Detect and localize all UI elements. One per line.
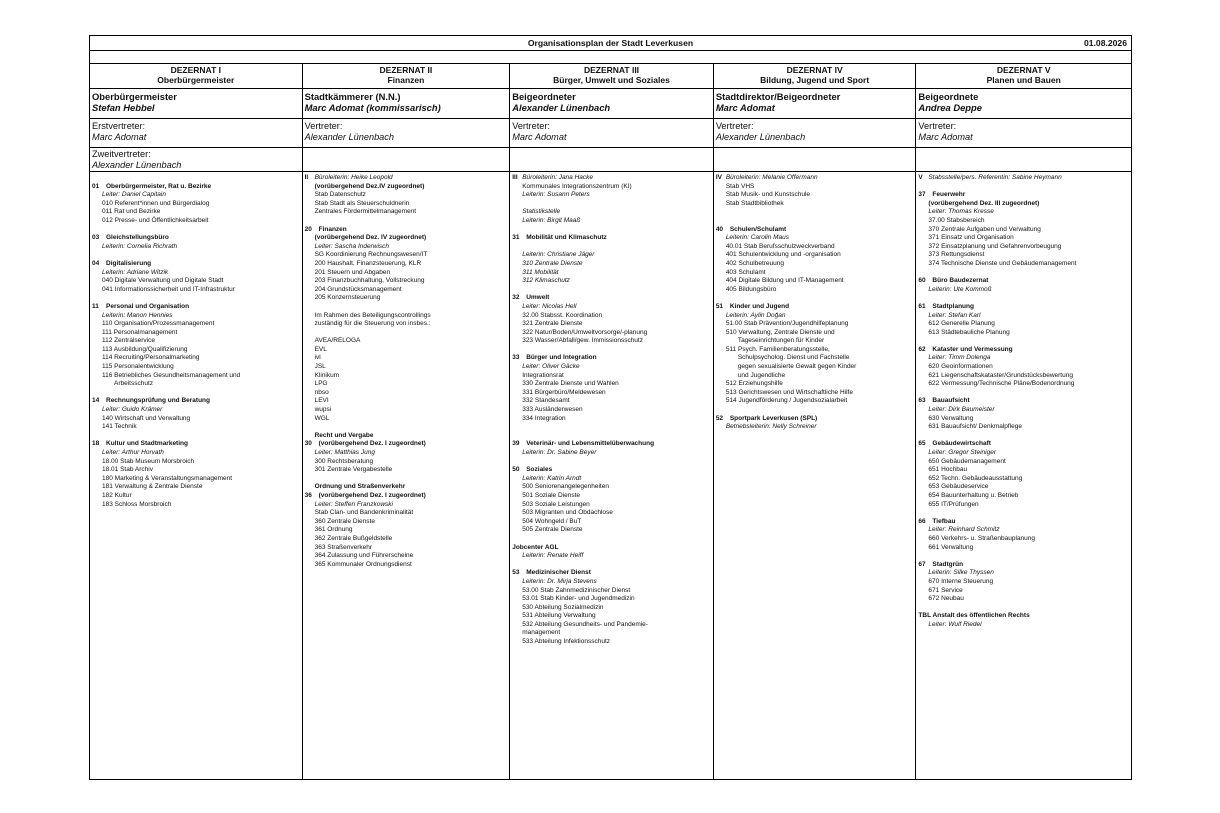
dezernat-2-units [303,172,511,779]
chief-role: Oberbürgermeister [92,91,177,102]
subunit: 330 Zentrale Dienste und Wahlen [522,380,619,388]
unit-leader: Leiter: Steffen Franzkowski [314,500,393,508]
subunit: 652 Techn. Gebäudeausstattung [928,474,1023,482]
subunit: 533 Abteilung Infektionsschutz [522,638,611,646]
subunit: 365 Kommunaler Ordnungsdienst [314,560,412,568]
subunit: 670 Interne Steuerung [928,577,994,585]
subunit: 51.00 Stab Prävention/Jugendhilfeplanung [725,320,849,328]
chief-name: Marc Adomat [715,102,775,113]
unit-heading: 65 Gebäudewirtschaft [918,440,991,448]
subunit: 531 Abteilung Verwaltung [522,612,596,620]
subunit: 361 Ordnung [314,526,353,534]
dezernat-3-units [510,172,714,779]
deputy-name: Marc Adomat [512,132,567,142]
deputy-cell [303,119,511,147]
subunit: 612 Generelle Planung [928,320,995,328]
subunit-continued: gegen sexualisierte Gewalt gegen Kinder [737,363,857,371]
unit-leader: Leiter: Matthias Jung [314,449,375,456]
subunit: 620 Geoinformationen [928,363,993,371]
unit-heading: 40 Schulen/Schulamt [715,225,787,233]
unit-leader: Leiterin: Dr. Mirja Stevens [522,577,597,585]
subunit: 140 Wirtschaft und Verwaltung [102,414,191,422]
unit-leader: Leiter: Arthur Horvath [102,449,164,456]
second-deputy-row [90,148,1131,172]
subunit: 32.00 Stabsst. Koordination [522,311,603,319]
unit-heading: 14 Rechnungsprüfung und Beratung [92,397,210,405]
dezernat-5-header [916,64,1131,88]
subunit: 111 Personalmanagement [102,328,178,336]
unit-leader: Leiter: Gregor Steiniger [928,449,996,456]
empty-cell [916,148,1131,171]
unit-heading: 52 Sportpark Leverkusen (SPL) [715,414,818,422]
unit-leader: Leiterin: Christiane Jäger [522,251,595,259]
deputy-cell [510,119,714,147]
subunit: 332 Standesamt [522,397,570,405]
subunit: 180 Marketing & Veranstaltungsmanagement [102,474,233,482]
subunit: 321 Zentrale Dienste [522,320,583,328]
office-line: III Büroleiterin: Jana Hacke [512,174,594,181]
chief-cell [714,89,917,118]
dezernat-area: Finanzen [387,75,425,85]
subunit: 514 Jugendförderung / Jugendsozialarbeit [725,397,848,405]
subunit: 405 Bildungsbüro [725,285,777,293]
deputy-cell [90,119,303,147]
dezernat-name: DEZERNAT V [996,65,1051,75]
company: LPG [314,380,328,388]
temp-assignment: (vorübergehend Dez. III zugeordnet) [928,199,1040,207]
subunit: 331 Bürgerbüro/Meldewesen [522,388,606,396]
subunit: 310 Zentrale Dienste [522,259,583,267]
staff-unit: Kommunales Integrationszentrum (KI) [522,182,632,190]
empty-cell [714,148,917,171]
subunit: 362 Zentrale Bußgeldstelle [314,534,393,542]
company: AVEA/RELOGA [314,337,361,345]
document-header [90,36,1131,51]
unit-leader: Leiterin: Dr. Sabine Beyer [522,449,597,456]
subunit: 510 Verwaltung, Zentrale Dienste und [725,328,835,336]
unit-leader: Leiter: Dirk Baumeister [928,406,995,414]
subunit: 672 Neubau [928,595,964,603]
unit-heading: 66 Tiefbau [918,517,956,525]
company: wupsi [314,406,332,414]
unit-heading: 39 Veterinär- und Lebensmittelüberwachung [512,440,655,448]
deputy-row [90,119,1131,148]
subunit: 010 Referent*innen und Bürgerdialog [102,199,210,207]
subunit: 360 Zentrale Dienste [314,517,375,525]
staff-unit: Stab VHS [725,182,755,190]
subunit: 012 Presse- und Öffentlichkeitsarbeit [102,216,209,224]
subunit: SG Koordinierung Rechnungswesen/IT [314,251,428,259]
subunit-continued: und Jugendliche [737,371,786,379]
subunit: 631 Bauaufsicht/ Denkmalpflege [928,423,1023,431]
deputy-name: Alexander Lünenbach [304,132,394,142]
subunit: Integrationsrat [522,371,564,379]
company: ivl [314,354,321,362]
unit-leader: Leiterin: Carolin Maus [725,234,790,242]
subunit: 403 Schulamt [725,268,766,276]
subunit: 671 Service [928,586,963,594]
unit-leader: Leiter: Sascha Inderwisch [314,242,390,250]
chief-row [90,89,1131,119]
unit-leader: Leiter: Wulf Riedel [928,620,982,628]
unit-heading: 11 Personal und Organisation [92,302,190,310]
staff-unit: Zentrales Fördermittelmanagement [314,208,417,216]
subunit: 504 Wohngeld / BuT [522,517,582,525]
unit-leader: Leiter: Nicolas Hell [522,302,577,310]
dezernat-area: Bürger, Umwelt und Soziales [553,75,670,85]
subunit: 141 Technik [102,423,137,431]
subunit: 205 Konzernsteuerung [314,294,381,302]
subunit: 511 Psych. Familienberatungsstelle, [725,345,830,353]
subunit: 300 Rechtsberatung [314,457,374,465]
unit-heading: 53 Medizinischer Dienst [512,569,591,577]
subunit: 373 Rettungsdienst [928,251,985,259]
subunit: 113 Ausbildung/Qualifizierung [102,345,188,353]
second-deputy-cell [90,148,303,171]
chief-cell [510,89,714,118]
dezernat-name: DEZERNAT III [583,65,640,75]
deputy-name: Alexander Lünenbach [715,132,806,142]
subunit: 505 Zentrale Dienste [522,526,583,534]
subunit: 363 Straßenverkehr [314,543,373,551]
unit-leader: Leiter: Daniel Capitain [102,191,166,199]
subunit: 374 Technische Dienste und Gebäudemanagement [928,259,1077,267]
subunit: 661 Verwaltung [928,543,974,551]
unit-leader: Leiterin: Silke Thyssen [928,569,994,577]
dezernat-area: Planen und Bauen [986,75,1061,85]
deputy-cell [916,119,1131,147]
chief-name: Andrea Deppe [918,102,982,113]
company: EVL [314,345,327,353]
unit-heading: TBL Anstalt des öffentlichen Rechts [918,612,1030,620]
subunit: 613 Städtebauliche Planung [928,328,1010,336]
unit-heading: Recht und Vergabe [314,431,374,439]
temp-assignment: (vorübergehend Dez.IV zugeordnet) [314,182,425,190]
header-spacer [90,51,1131,64]
subunit: 37.00 Stabsbereich [928,216,985,224]
subunit: 312 Klimaschutz [522,277,570,285]
unit-heading: Jobcenter AGL [512,543,559,551]
second-deputy-name: Alexander Lünenbach [92,160,182,170]
dezernat-name: DEZERNAT IV [786,65,843,75]
subunit: 114 Recruiting/Personalmarketing [102,354,200,362]
unit-heading: 60 Büro Baudezernat [918,277,989,285]
dezernat-name: DEZERNAT I [170,65,221,75]
dezernat-header-row [90,64,1131,89]
staff-unit: Stab Stadtbibliothek [725,199,784,207]
unit-leader: Leiterin: Susann Peters [522,191,590,199]
subunit: 513 Gerichtswesen und Wirtschaftliche Hilfe [725,388,853,396]
subunit: 322 Natur/Boden/Umweltvorsorge/-planung [522,328,648,336]
office-line: IV Büroleiterin: Melanie Offermann [715,174,818,181]
unit-heading: 03 Gleichstellungsbüro [92,234,169,242]
chief-name: Stefan Hebbel [92,102,155,113]
unit-leader: Leiter: Timm Dolenga [928,354,991,362]
unit-leader: Leiterin: Birgit Maaß [522,216,581,224]
subunit: 041 Informationssicherheit und IT-Infrastruktur [102,285,235,293]
subunit: 370 Zentrale Aufgaben und Verwaltung [928,225,1041,233]
deputy-label: Vertreter: [715,121,754,131]
subunit: 181 Verwaltung & Zentrale Dienste [102,483,203,491]
subunit: 110 Organisation/Prozessmanagement [102,320,215,328]
unit-leader: Leiter: Guido Krämer [102,406,163,414]
unit-leader: Leiterin: Cornelia Richrath [102,242,178,250]
dezernat-4-units [714,172,917,779]
subunit: 334 Integration [522,414,566,422]
subunit-continued: Schulpsycholog. Dienst und Fachstelle [737,354,850,362]
subunit: 512 Erziehungshilfe [725,380,783,388]
subunit: 203 Finanzbuchhaltung, Vollstreckung [314,277,425,285]
subunit: 301 Zentrale Vergabestelle [314,466,393,474]
deputy-name: Marc Adomat [92,132,147,142]
deputy-label: Erstvertreter: [92,121,146,131]
dezernat-1-header [90,64,303,88]
subunit: 201 Steuern und Abgaben [314,268,391,276]
company: LEVI [314,397,329,405]
subunit: Stab Clan- und Bandenkriminalität [314,509,414,517]
unit-leader: Leiter: Thomas Kresse [928,208,994,216]
company: Klinikum [314,371,340,379]
unit-heading: 31 Mobilität und Klimaschutz [512,234,607,242]
subunit: 401 Schulentwicklung und -organisation [725,251,841,259]
unit-heading: 20 Finanzen [304,225,347,233]
unit-heading: Ordnung und Straßenverkehr [314,483,406,491]
dezernat-3-header [510,64,714,88]
subunit: 621 Liegenschaftskataster/Grundstücksbewertung [928,371,1073,379]
temp-assignment: (vorübergehend Dez. IV zugeordnet) [314,234,427,242]
subunit: 501 Soziale Dienste [522,491,581,499]
unit-heading: 50 Soziales [512,466,553,474]
unit-heading: 04 Digitalisierung [92,259,152,267]
chief-role: Stadtkämmerer (N.N.) [304,91,401,102]
subunit: 40.01 Stab Berufsschulzweckverband [725,242,835,250]
document-title: Organisationsplan der Stadt Leverkusen [527,38,694,48]
dezernat-4-header [714,64,917,88]
company: WGL [314,414,330,422]
office-line: II Büroleiterin: Heike Leopold [304,174,393,181]
deputy-label: Vertreter: [512,121,550,131]
unit-heading: 01 Oberbürgermeister, Rat u. Bezirke [92,182,212,190]
chief-name: Marc Adomat (kommissarisch) [304,102,441,113]
subunit: 630 Verwaltung [928,414,974,422]
chief-cell [916,89,1131,118]
subunit: 333 Ausländerwesen [522,406,583,414]
unit-leader: Leiterin: Adriane Witzik [102,268,169,276]
subunit: 311 Mobilität [522,268,559,276]
chief-role: Stadtdirektor/Beigeordneter [715,91,841,102]
company: JSL [314,363,326,371]
empty-cell [510,148,714,171]
subunit: 323 Wasser/Abfall/gew. Immissionsschutz [522,337,643,345]
deputy-cell [714,119,917,147]
office-line: V Stabsstelle/pers. Referentin: Sabine Heymann [918,174,1062,181]
subunit: 115 Personalentwicklung [102,363,174,371]
unit-heading: 37 Feuerwehr [918,191,966,199]
subunit: 503 Migranten und Obdachlose [522,509,613,517]
chief-cell [303,89,511,118]
unit-heading: 67 Stadtgrün [918,560,964,568]
unit-leader: Leiterin: Aylin Doğan [725,311,786,319]
subunit: 182 Kultur [102,491,132,499]
subunit: 011 Rat und Bezirke [102,208,161,216]
subunit: 660 Verkehrs- u. Straßenbauplanung [928,534,1036,542]
chief-role: Beigeordneter [512,91,576,102]
subunit: 372 Einsatzplanung und Gefahrenvorbeugung [928,242,1062,250]
subunit: 53.01 Stab Kinder- und Jugendmedizin [522,595,635,603]
subunit: 18.01 Stab Archiv [102,466,153,474]
temp-assignment: 30 (vorübergehend Dez. I zugeordnet) [304,440,426,448]
unit-leader: Leiterin: Renate Heiff [522,552,584,560]
subunit: 040 Digitale Verwaltung und Digitale Stadt [102,277,224,285]
subunit: 622 Vermessung/Technische Pläne/Bodenordnung [928,380,1075,388]
units-row [90,172,1131,779]
unit-heading: 32 Umwelt [512,294,550,302]
subunit: 200 Haushalt, Finanzsteuerung, KLR [314,259,422,267]
unit-heading: 61 Stadtplanung [918,302,974,310]
deputy-label: Vertreter: [304,121,343,131]
controlling-note: zuständig für die Steuerung von insbes.: [314,320,431,328]
subunit: 651 Hochbau [928,466,968,474]
temp-assignment: 36 (vorübergehend Dez. I zugeordnet) [304,491,426,499]
dezernat-2-header [303,64,511,88]
staff-unit: Stab Musik- und Kunstschule [725,191,810,199]
unit-heading: 51 Kinder und Jugend [715,302,790,310]
second-deputy-label: Zweitvertreter: [92,149,151,159]
subunit: 404 Digitale Bildung und IT-Management [725,277,844,285]
unit-heading: 63 Bauaufsicht [918,397,970,405]
subunit-continued: Arbeitsschutz [114,380,154,388]
unit-heading: 62 Kataster und Vermessung [918,345,1013,353]
subunit: 53.00 Stab Zahnmedizinischer Dienst [522,586,631,594]
subunit: 654 Bauunterhaltung u. Betrieb [928,491,1019,499]
deputy-name: Marc Adomat [918,132,973,142]
dezernat-1-units [90,172,303,779]
unit-heading: 18 Kultur und Stadtmarketing [92,440,188,448]
subunit: 183 Schloss Morsbroich [102,500,172,508]
deputy-label: Vertreter: [918,121,957,131]
subunit: 364 Zulassung und Führerscheine [314,552,414,560]
company: nbso [314,388,329,396]
unit-leader: Betriebsleiterin: Nelly Schreiner [725,423,817,431]
subunit: 402 Schulbetreuung [725,259,784,267]
subunit: 500 Seniorenangelegenheiten [522,483,609,491]
unit-leader: Leiterin: Manon Hennies [102,311,173,319]
staff-unit: Statistikstelle [522,208,561,216]
subunit: 18.00 Stab Museum Morsbroich [102,457,195,465]
staff-unit: Stab Datenschutz [314,191,366,199]
chief-role: Beigeordnete [918,91,979,102]
subunit: 503 Soziale Leistungen [522,500,590,508]
dezernat-area: Bildung, Jugend und Sport [760,75,870,85]
unit-leader: Leiter: Oliver Gäcke [522,363,580,371]
empty-cell [303,148,511,171]
subunit: 530 Abteilung Sozialmedizin [522,603,604,611]
staff-unit: Stab Stadt als Steuerschuldnerin [314,199,410,207]
unit-leader: Leiterin: Ute Kommoß [928,285,992,293]
subunit: 532 Abteilung Gesundheits- und Pandemie- [522,620,648,628]
dezernat-name: DEZERNAT II [379,65,433,75]
unit-heading: 33 Bürger und Integration [512,354,597,362]
subunit: 112 Zentralservice [102,337,155,345]
dezernat-area: Oberbürgermeister [157,75,235,85]
controlling-note: Im Rahmen des Beteiligungscontrollings [314,311,431,319]
chief-name: Alexander Lünenbach [512,102,611,113]
subunit-continued: management [522,629,561,637]
subunit: 204 Grundstücksmanagement [314,285,402,293]
unit-leader: Leiterin: Katrin Arndt [522,474,582,482]
chief-cell [90,89,303,118]
unit-leader: Leiter: Stefan Karl [928,311,981,319]
unit-leader: Leiter: Reinhard Schmitz [928,526,1000,534]
subunit: 655 IT/Prüfungen [928,500,979,508]
subunit-continued: Tageseinrichtungen für Kinder [737,337,825,345]
subunit: 116 Betriebliches Gesundheitsmanagement und [102,371,241,379]
subunit: 650 Gebäudemanagement [928,457,1006,465]
org-chart-sheet [89,35,1132,780]
document-date: 01.08.2026 [1083,38,1127,48]
subunit: 653 Gebäudeservice [928,483,989,491]
subunit: 371 Einsatz und Organisation [928,234,1014,242]
dezernat-5-units [916,172,1131,779]
